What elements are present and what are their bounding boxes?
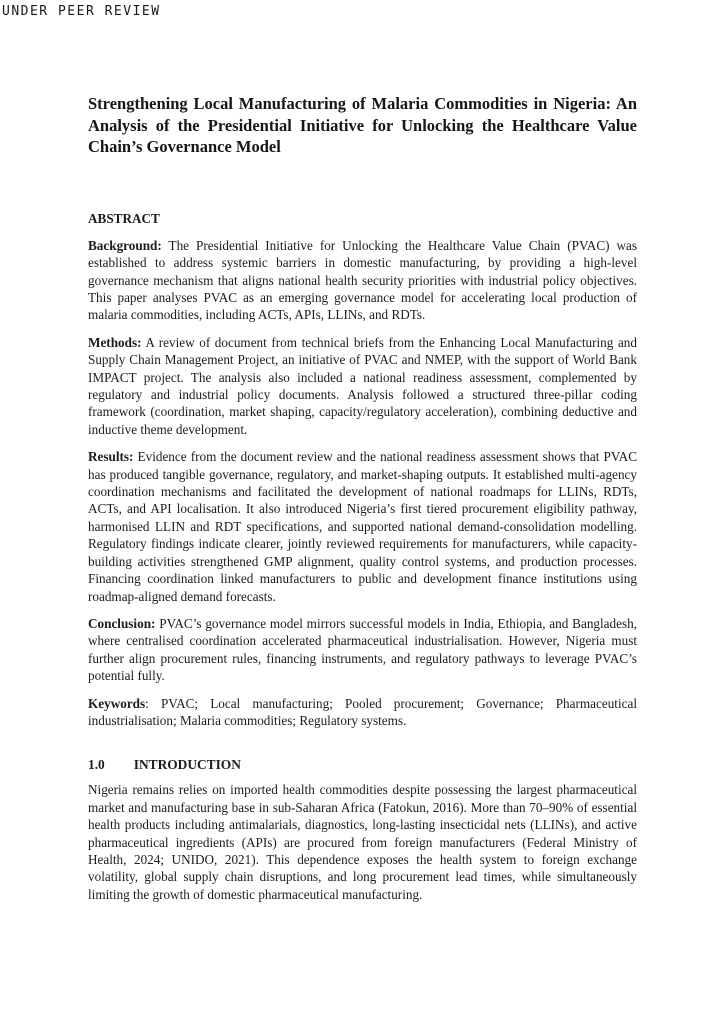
keywords-text: : PVAC; Local manufacturing; Pooled procurement; Governance; Pharmaceutical industrialisation; Malaria commodities; Regulatory systems. — [88, 695, 637, 728]
introduction-heading — [88, 756, 637, 773]
keywords-paragraph — [88, 695, 637, 730]
paper-title: Strengthening Local Manufacturing of Malaria Commodities in Nigeria: An Analysis of the Presidential Initiative for Unlocking the Healthcare Value Chain’s Governance Model — [88, 94, 637, 157]
background-label: Background: — [88, 237, 162, 253]
results-label: Results: — [88, 449, 134, 465]
background-text: The Presidential Initiative for Unlocking the Healthcare Value Chain (PVAC) was established to address systemic barriers in domestic manufacturing, by providing a high-level governance mechanism that aligns national health security priorities with industrial policy objectives. This paper analyses PVAC as an emerging governance model for accelerating local production of malaria commodities, including ACTs, APIs, LLINs, and RDTs. — [88, 237, 637, 323]
abstract-heading: ABSTRACT — [88, 210, 160, 226]
methods-text: A review of document from technical briefs from the Enhancing Local Manufacturing and Supply Chain Management Project, an initiative of PVAC and NMEP, with the support of World Bank IMPACT project. The analysis also included a national readiness assessment, complemented by regulatory and industrial policy documents. Analysis followed a structured three-pillar coding framework (coordination, market shaping, capacity/regulatory acceleration), combining deductive and inductive theme development. — [88, 334, 637, 437]
results-text: Evidence from the document review and the national readiness assessment shows that PVAC has produced tangible governance, regulatory, and market-shaping outputs. It established multi-agency coordination mechanisms and facilitated the development of national roadmaps for LLINs, RDTs, ACTs, and API localisation. It also introduced Nigeria’s first tiered procurement eligibility pathway, harmonised LLIN and RDT specifications, and supported national demand-consolidation modelling. Regulatory findings indicate clearer, jointly reviewed requirements for manufacturers, while capacity-building activities strengthened GMP alignment, quality control systems, and production processes. Financing coordination linked manufacturers to public and development finance institutions using roadmap-aligned demand forecasts. — [88, 449, 637, 604]
abstract-background-paragraph — [88, 237, 637, 324]
document-content — [88, 0, 637, 903]
peer-review-watermark: UNDER PEER REVIEW — [2, 4, 161, 19]
section-number: 1.0 — [88, 757, 105, 773]
keywords-label: Keywords — [88, 695, 146, 711]
section-title: INTRODUCTION — [133, 757, 241, 773]
conclusion-text: PVAC’s governance model mirrors successful models in India, Ethiopia, and Bangladesh, where centralised coordination accelerated pharmaceutical industrialisation. However, Nigeria must further align procurement rules, financing instruments, and regulatory pathways to leverage PVAC’s potential fully. — [88, 615, 637, 684]
introduction-paragraph: Nigeria remains relies on imported health commodities despite possessing the largest pharmaceutical market and manufacturing base in sub-Saharan Africa (Fatokun, 2016). More than 70–90% of essential health products including antimalarials, diagnostics, long-lasting insecticidal nets (LLINs), and active pharmaceutical ingredients (APIs) are procured from foreign manufacturers (Federal Ministry of Health, 2024; UNIDO, 2021). This dependence exposes the health system to foreign exchange volatility, global supply chain disruptions, and long procurement lead times, while simultaneously limiting the growth of domestic pharmaceutical manufacturing. — [88, 782, 637, 902]
conclusion-label: Conclusion: — [88, 615, 156, 631]
abstract-results-paragraph — [88, 448, 637, 605]
abstract-conclusion-paragraph — [88, 615, 637, 685]
abstract-methods-paragraph — [88, 334, 637, 438]
methods-label: Methods: — [88, 334, 142, 350]
